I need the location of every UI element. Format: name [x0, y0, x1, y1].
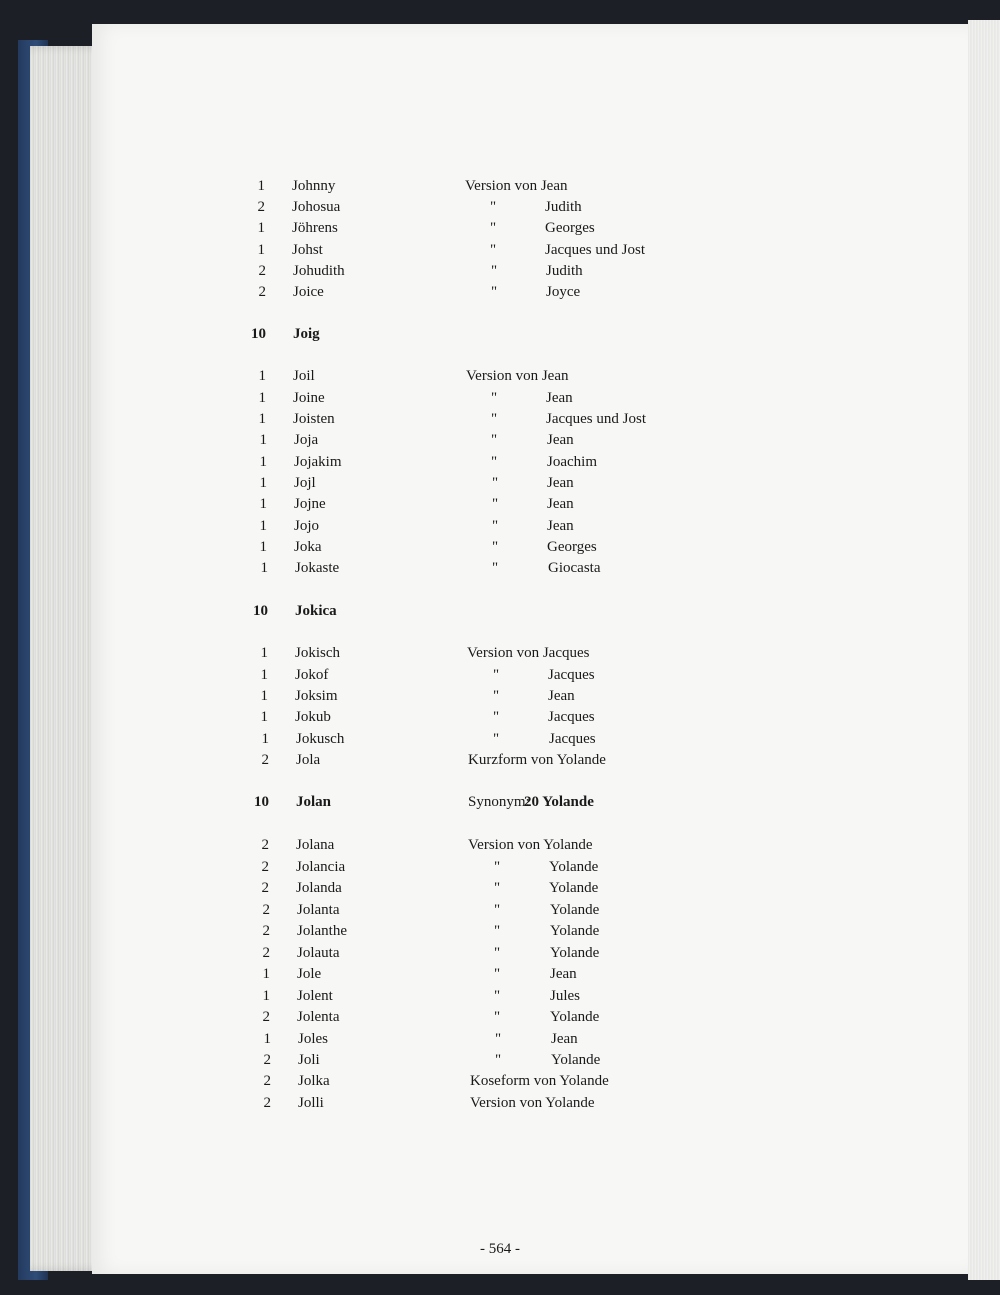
ditto-mark: " — [493, 709, 500, 725]
entry-relation: Synonym: — [468, 794, 530, 810]
entry-name: Jolanthe — [297, 923, 347, 939]
entry-number: 2 — [263, 1073, 271, 1089]
entry-reference: Yolande — [551, 1052, 601, 1068]
entry-reference: Yolande — [550, 923, 600, 939]
entry-reference: Yolande — [550, 902, 600, 918]
ditto-mark: " — [494, 988, 501, 1004]
ditto-mark: " — [494, 902, 501, 918]
ditto-mark: " — [494, 880, 501, 896]
entry-reference: Jean — [547, 432, 574, 448]
ditto-mark: " — [491, 411, 498, 427]
ditto-mark: " — [491, 390, 498, 406]
entry-name: Jojne — [294, 496, 326, 512]
entry-name: Jolanta — [297, 902, 340, 918]
entry-name: Jojakim — [294, 454, 342, 470]
entry-reference: 20 Yolande — [524, 794, 594, 810]
entry-name: Joles — [298, 1031, 328, 1047]
entry-number: 2 — [258, 263, 266, 279]
ditto-mark: " — [493, 688, 500, 704]
entry-name: Joine — [293, 390, 325, 406]
entry-number: 10 — [251, 326, 266, 342]
entry-number: 1 — [260, 667, 268, 683]
entry-name: Jolenta — [297, 1009, 340, 1025]
entry-name: Jokica — [295, 603, 337, 619]
entry-relation: Koseform von Yolande — [470, 1073, 609, 1089]
entry-number: 2 — [262, 945, 270, 961]
entry-number: 1 — [259, 496, 267, 512]
entry-name: Joisten — [293, 411, 335, 427]
entry-number: 2 — [257, 199, 265, 215]
entry-name: Jokaste — [295, 560, 340, 576]
entry-reference: Jean — [548, 688, 575, 704]
entry-number: 1 — [259, 454, 267, 470]
entry-name: Joka — [294, 539, 322, 555]
entry-name: Jolanda — [296, 880, 342, 896]
entry-name: Jole — [297, 966, 322, 982]
entry-relation: Version von Jacques — [467, 645, 590, 661]
entry-name: Jolent — [297, 988, 333, 1004]
entry-reference: Jean — [547, 496, 574, 512]
entry-reference: Judith — [545, 199, 582, 215]
entry-name: Joksim — [295, 688, 338, 704]
entry-name: Joli — [298, 1052, 320, 1068]
entry-name: Jokof — [295, 667, 329, 683]
entry-number: 1 — [261, 731, 269, 747]
entry-reference: Georges — [545, 220, 595, 236]
entry-reference: Jean — [550, 966, 577, 982]
entry-relation: Version von Yolande — [470, 1095, 595, 1111]
ditto-mark: " — [490, 199, 497, 215]
entry-name: Jolli — [298, 1095, 324, 1111]
entry-number: 1 — [257, 220, 265, 236]
entry-name: Jolan — [296, 794, 332, 810]
ditto-mark: " — [491, 263, 498, 279]
entry-reference: Jean — [547, 518, 574, 534]
entry-name: Johudith — [293, 263, 345, 279]
entry-reference: Jean — [546, 390, 573, 406]
entry-name: Joil — [293, 368, 315, 384]
entry-number: 1 — [260, 709, 268, 725]
entry-name: Jojl — [294, 475, 316, 491]
entry-reference: Jules — [550, 988, 580, 1004]
entry-reference: Yolande — [550, 1009, 600, 1025]
entry-number: 2 — [263, 1052, 271, 1068]
ditto-mark: " — [492, 475, 499, 491]
entry-reference: Giocasta — [548, 560, 601, 576]
entry-number: 2 — [261, 837, 269, 853]
entry-reference: Jacques — [549, 731, 596, 747]
entry-number: 2 — [258, 284, 266, 300]
ditto-mark: " — [494, 945, 501, 961]
page-number: - 564 - — [480, 1241, 520, 1257]
entry-number: 1 — [260, 688, 268, 704]
entry-number: 1 — [258, 411, 266, 427]
entry-name: Jolancia — [296, 859, 346, 875]
ditto-mark: " — [494, 1009, 501, 1025]
ditto-mark: " — [492, 560, 499, 576]
entry-name: Jokub — [295, 709, 331, 725]
entry-relation: Kurzform von Yolande — [468, 752, 606, 768]
ditto-mark: " — [492, 496, 499, 512]
ditto-mark: " — [492, 539, 499, 555]
entry-reference: Jacques — [548, 667, 595, 683]
entry-name: Jokusch — [296, 731, 345, 747]
entry-reference: Joyce — [546, 284, 581, 300]
entry-number: 2 — [262, 902, 270, 918]
entry-number: 10 — [253, 603, 268, 619]
entry-number: 2 — [261, 859, 269, 875]
ditto-mark: " — [493, 667, 500, 683]
entry-number: 1 — [258, 368, 266, 384]
entry-name: Jokisch — [295, 645, 340, 661]
entry-name: Jöhrens — [292, 220, 338, 236]
entry-number: 1 — [262, 966, 270, 982]
entry-reference: Jacques und Jost — [545, 242, 645, 258]
ditto-mark: " — [490, 220, 497, 236]
entry-name: Jojo — [294, 518, 320, 534]
entry-name: Joig — [293, 326, 320, 342]
entry-reference: Yolande — [549, 880, 599, 896]
ditto-mark: " — [494, 859, 501, 875]
entry-relation: Version von Jean — [465, 178, 568, 194]
entry-number: 2 — [262, 1009, 270, 1025]
ditto-mark: " — [491, 284, 498, 300]
entry-reference: Jean — [551, 1031, 578, 1047]
entry-number: 2 — [263, 1095, 271, 1111]
entry-number: 1 — [259, 475, 267, 491]
entry-name: Jola — [296, 752, 321, 768]
entry-number: 10 — [254, 794, 269, 810]
ditto-mark: " — [493, 731, 500, 747]
ditto-mark: " — [495, 1031, 502, 1047]
entry-relation: Version von Jean — [466, 368, 569, 384]
ditto-mark: " — [494, 923, 501, 939]
entry-number: 1 — [257, 242, 265, 258]
entry-reference: Georges — [547, 539, 597, 555]
entry-number: 1 — [259, 518, 267, 534]
ditto-mark: " — [491, 432, 498, 448]
entry-name: Jolana — [296, 837, 335, 853]
entry-number: 1 — [258, 390, 266, 406]
entry-reference: Yolande — [549, 859, 599, 875]
entry-number: 1 — [259, 432, 267, 448]
ditto-mark: " — [491, 454, 498, 470]
entry-reference: Jean — [547, 475, 574, 491]
entry-number: 1 — [257, 178, 265, 194]
entry-reference: Judith — [546, 263, 583, 279]
ditto-mark: " — [494, 966, 501, 982]
entry-number: 2 — [261, 880, 269, 896]
entry-name: Johst — [292, 242, 323, 258]
ditto-mark: " — [492, 518, 499, 534]
entry-name: Joja — [294, 432, 319, 448]
entry-number: 1 — [262, 988, 270, 1004]
ditto-mark: " — [495, 1052, 502, 1068]
entry-number: 1 — [259, 539, 267, 555]
entry-number: 2 — [261, 752, 269, 768]
ditto-mark: " — [490, 242, 497, 258]
entry-name: Joice — [293, 284, 324, 300]
entry-name: Johnny — [292, 178, 336, 194]
entry-name: Jolauta — [297, 945, 340, 961]
entry-relation: Version von Yolande — [468, 837, 593, 853]
entry-reference: Jacques und Jost — [546, 411, 646, 427]
entry-reference: Joachim — [547, 454, 597, 470]
entry-number: 1 — [260, 645, 268, 661]
entry-number: 2 — [262, 923, 270, 939]
entry-number: 1 — [263, 1031, 271, 1047]
entry-reference: Jacques — [548, 709, 595, 725]
entry-name: Jolka — [298, 1073, 330, 1089]
entry-name: Johosua — [292, 199, 341, 215]
entry-number: 1 — [260, 560, 268, 576]
entry-reference: Yolande — [550, 945, 600, 961]
